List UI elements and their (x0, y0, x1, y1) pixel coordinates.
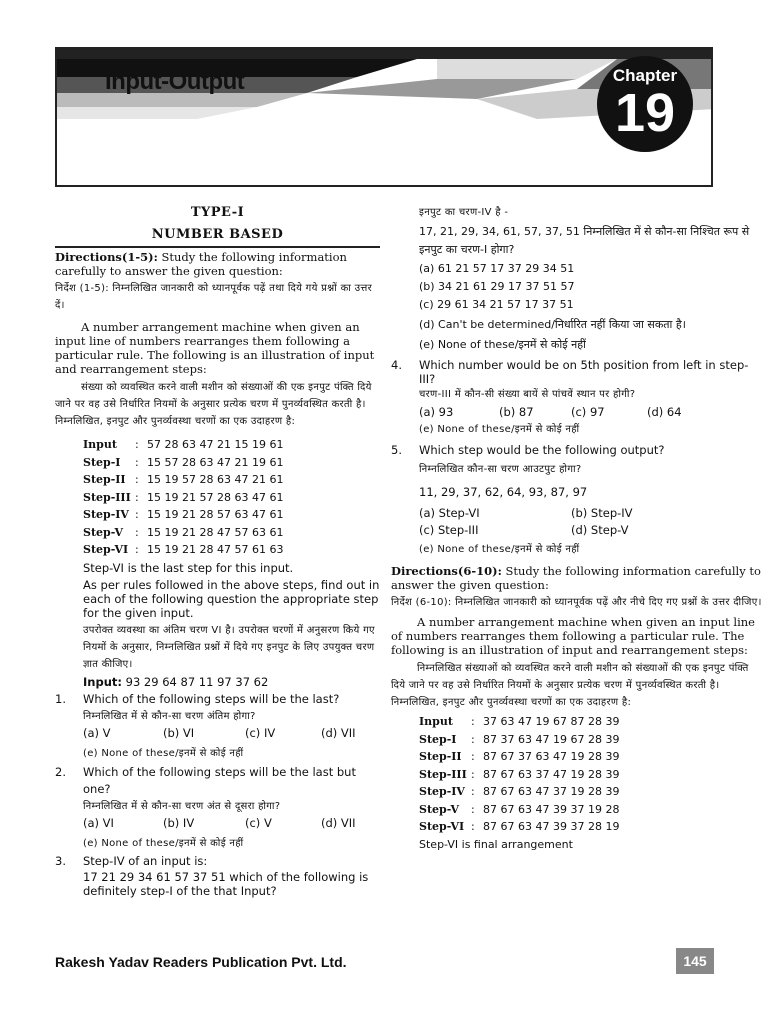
left-column (55, 204, 380, 898)
option[interactable]: (e) None of these/इनमें से कोई नहीं (419, 544, 580, 555)
step-row: Step-V : 15 19 21 28 47 57 63 61 (83, 525, 284, 539)
option[interactable]: (e) None of these/इनमें से कोई नहीं (83, 747, 244, 759)
type-heading: TYPE-I (190, 205, 245, 220)
divider (55, 246, 380, 248)
option[interactable]: (c) 97 (571, 405, 605, 419)
option[interactable]: (e) None of these/इनमें से कोई नहीं (419, 338, 586, 351)
option[interactable]: (b) Step-IV (571, 506, 633, 520)
chapter-badge (597, 56, 693, 152)
option[interactable]: (a) 61 21 57 17 37 29 34 51 (419, 262, 575, 275)
option[interactable]: (b) VI (163, 725, 195, 740)
steps-table-2 (419, 713, 763, 853)
q3-sequence: 17, 21, 29, 34, 61, 57, 37, 51 निम्नलिखित में से कौन-सा निश्चित रूप से इनपुट का चरण-I होगा? (419, 225, 750, 256)
directions-text: Study the following information carefully to answer the given question: (391, 564, 761, 592)
step-row: Input : 37 63 47 19 67 87 28 39 (419, 715, 620, 728)
step-row: Step-V : 87 67 63 47 39 37 19 28 (419, 802, 620, 816)
directions-text: Study the following information carefully to answer the given question: (55, 250, 347, 278)
rules-text: As per rules followed in the above steps, find out in each of the following question the appropriate step for the given input. (83, 577, 380, 620)
option[interactable]: (c) Step-III (419, 523, 479, 537)
q3-hindi: इनपुट का चरण-IV है - (419, 207, 509, 218)
directions-label: Directions(1-5): (55, 250, 158, 264)
directions-2 (391, 564, 763, 592)
option[interactable]: (e) None of these/इनमें से कोई नहीं (83, 837, 244, 849)
directions-2-hindi: निर्देश (6-10): निम्नलिखित जानकारी को ध्यानपूर्वक पढ़ें और नीचे दिए गए प्रश्नों के उत्तर दीजिए। (391, 597, 762, 608)
step-row: Step-VI : 87 67 63 47 39 37 28 19 (419, 820, 620, 833)
last-step-note: Step-VI is the last step for this input. (83, 560, 294, 575)
option[interactable]: (d) VII (321, 725, 356, 740)
option[interactable]: (e) None of these/इनमें से कोई नहीं (419, 424, 580, 435)
option[interactable]: (c) V (245, 815, 272, 830)
page-number: 145 (676, 948, 714, 974)
chapter-number: 19 (614, 83, 676, 143)
final-note: Step-VI is final arrangement (419, 837, 573, 851)
steps-table (83, 436, 380, 559)
step-row: Step-IV : 87 67 63 47 37 19 28 39 (419, 785, 620, 798)
step-row: Step-I : 15 57 28 63 47 21 19 61 (83, 455, 284, 469)
option[interactable]: (d) VII (321, 815, 356, 830)
publisher-footer: Rakesh Yadav Readers Publication Pvt. Ltd. (55, 954, 347, 970)
question-5: 5. Which step would be the following output? निम्नलिखित कौन-सा चरण आउटपुट होगा? 11, 29, 37, 62, 64, 93, 87, 97 (a) Step-VI (b) Step-IV (c) Step-III (d) Step-V (e) None of these/इनमें से कोई नहीं (391, 442, 763, 558)
question-3: 3. Step-IV of an input is: 17 21 29 34 61 57 37 51 which of the following is definitely step-I of the that Input? (55, 853, 369, 898)
directions (55, 250, 380, 278)
directions-hindi: निर्देश (1-5): निम्नलिखित जानकारी को ध्यानपूर्वक पढ़ें तथा दिये गये प्रश्नों का उत्तर दें। (55, 283, 373, 311)
option[interactable]: (b) IV (163, 815, 195, 830)
option[interactable]: (a) V (83, 725, 111, 740)
option[interactable]: (d) Can't be determined/निर्धारित नहीं किया जा सकता है। (419, 318, 686, 331)
step-row: Step-II : 15 19 57 28 63 47 21 61 (83, 473, 284, 486)
intro-paragraph-2: A number arrangement machine when given an input line of numbers rearranges them following a particular rule. The following is an illustration of input and rearrangement steps: (391, 615, 755, 657)
question-2: 2. Which of the following steps will be the last but one? निम्नलिखित में से कौन-सा चरण अंत से दूसरा होगा? (a) VI (b) IV (c) V (d) VII (e) None of these/इनमें से कोई नहीं (55, 764, 380, 852)
right-column (391, 204, 763, 853)
question-4: 4. Which number would be on 5th position from left in step-III? चरण-III में कौन-सी संख्या बायें से पांचवें स्थान पर होगी? (a) 93 (b) 87 (c) 97 (d) 64 (e) None of these/इनमें से कोई नहीं (391, 358, 763, 438)
option[interactable]: (d) Step-V (571, 523, 629, 537)
option[interactable]: (a) Step-VI (419, 506, 480, 520)
question-1: 1. Which of the following steps will be the last? निम्नलिखित में से कौन-सा चरण अंतिम होगा? (a) V (b) VI (c) IV (d) VII (e) None of these/इनमें से कोई नहीं (55, 691, 380, 762)
option[interactable]: (c) 29 61 34 21 57 17 37 51 (419, 298, 574, 311)
step-row: Step-III : 87 67 63 37 47 19 28 39 (419, 767, 620, 781)
option[interactable]: (d) 64 (647, 405, 682, 419)
rules-text-hindi: उपरोक्त व्यवस्था का अंतिम चरण VI है। उपरोक्त चरणों में अनुसरण किये गए नियमों के अनुसार, निम्नलिखित प्रश्नों में दिये गए इनपुट के लिए उपयुक्त चरण ज्ञात कीजिए। (83, 624, 375, 670)
option[interactable]: (c) IV (245, 725, 276, 740)
step-row: Input : 57 28 63 47 21 15 19 61 (83, 438, 284, 451)
intro-paragraph-2-hindi: निम्नलिखित संख्याओं को व्यवस्थित करने वाली मशीन को संख्याओं की एक इनपुट पंक्ति दिये जाने पर वह उसे निर्धारित नियमों के अनुसार प्रत्येक चरण में पुनर्व्यवस्थित करती है। निम्नलिखित, इनपुट और पुनर्व्यवस्था चरणों का एक उदाहरण है: (391, 663, 749, 708)
intro-paragraph: A number arrangement machine when given an input line of numbers rearranges them following a particular rule. The following is an illustration of input and rearrangement steps: (55, 320, 375, 376)
option[interactable]: (b) 34 21 61 29 17 37 51 57 (419, 280, 575, 293)
step-row: Step-VI : 15 19 21 28 47 57 61 63 (83, 543, 284, 556)
step-row: Step-III : 15 19 21 57 28 63 47 61 (83, 490, 284, 504)
option[interactable]: (a) VI (83, 815, 114, 830)
type-subheading: NUMBER BASED (151, 227, 284, 242)
input-line: Input: 93 29 64 87 11 97 37 62 (83, 674, 269, 689)
step-row: Step-I : 87 37 63 47 19 67 28 39 (419, 732, 620, 746)
step-row: Step-II : 87 67 37 63 47 19 28 39 (419, 750, 620, 763)
page-title: Input-Output (105, 68, 245, 95)
step-row: Step-IV : 15 19 21 28 57 63 47 61 (83, 508, 284, 521)
directions-label: Directions(6-10): (391, 564, 502, 578)
option[interactable]: (b) 87 (499, 405, 534, 419)
chapter-label: Chapter (612, 66, 678, 85)
option[interactable]: (a) 93 (419, 405, 454, 419)
intro-paragraph-hindi: संख्या को व्यवस्थित करने वाली मशीन को संख्याओं की एक इनपुट पंक्ति दिये जाने पर वह उसे निर्धारित नियमों के अनुसार प्रत्येक चरण में पुनर्व्यवस्थित करती है। निम्नलिखित, इनपुट और पुनर्व्यवस्था चरणों का एक उदाहरण है: (55, 382, 372, 427)
